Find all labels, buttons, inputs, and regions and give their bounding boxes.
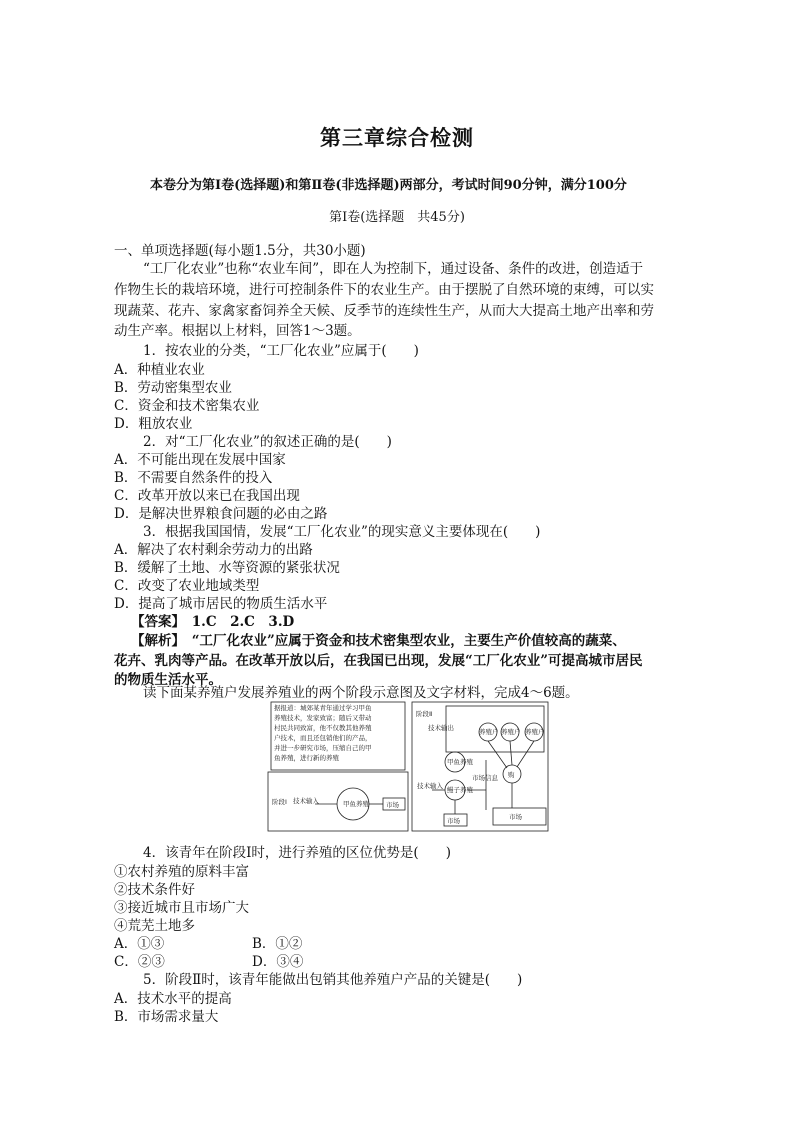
statement: ③接近城市且市场广大 [114,900,249,916]
exam-instructions: 本卷分为第Ⅰ卷(选择题)和第Ⅱ卷(非选择题)两部分，考试时间90分钟，满分100分 [150,178,627,193]
figure-intro: 读下面某养殖户发展养殖业的两个阶段示意图及文字材料，完成4～6题。 [143,685,579,701]
section-heading: 一、单项选择题(每小题1.5分，共30小题) [114,243,366,259]
option: C．资金和技术密集农业 [114,398,260,414]
farmer-label: 养殖户 [525,728,545,736]
tech-input-label: 技术输入 [417,782,443,790]
question-stem: 2．对“工厂化农业”的叙述正确的是( ) [143,434,392,450]
turtle-label: 甲鱼养殖 [343,800,369,808]
option: D．提高了城市居民的物质生活水平 [114,596,328,612]
farmer-label: 养殖户 [501,728,521,736]
answer-key: 【答案】 1.C 2.C 3.D [131,614,295,630]
stage2-frame [412,702,548,831]
option: C．②③ [114,954,165,970]
statement: ①农村养殖的原料丰富 [114,864,249,880]
note-line: 鱼养殖，进行新的养殖 [274,754,339,762]
material-line: 动生产率。根据以上材料，回答1～3题。 [114,323,361,339]
material-line: 作物生长的栽培环境，进行可控制条件下的农业生产。由于摆脱了自然环境的束缚，可以实 [114,282,654,298]
eel-label: 鳗子养殖 [447,786,473,794]
turtle-label: 甲鱼养殖 [447,758,473,766]
material-line: “工厂化农业”也称“农业车间”，即在人为控制下，通过设备、条件的改进，创造适于 [143,261,644,277]
question-stem: 5．阶段Ⅱ时，该青年能做出包销其他养殖户产品的关键是( ) [143,972,523,988]
statement: ④荒芜土地多 [114,918,195,934]
option: B．不需要自然条件的投入 [114,470,273,486]
option: C．改革开放以来已在我国出现 [114,488,300,504]
analysis-line: 的物质生活水平。 [114,672,222,688]
note-line: 户技术，而且还包销他们的产品， [274,734,372,742]
material-line: 现蔬菜、花卉、家禽家畜饲养全天候、反季节的连续性生产，从而大大提高土地产出率和劳 [114,303,654,319]
analysis-line: 花卉、乳肉等产品。在改革开放以后，在我国已出现，发展“工厂化农业”可提高城市居民 [114,653,643,669]
option: A．①③ [114,936,165,952]
market-info-label: 市场信息 [472,774,498,782]
market-label: 市场 [386,801,399,809]
question-stem: 4．该青年在阶段Ⅰ时，进行养殖的区位优势是( ) [143,845,451,861]
analysis-line: 【解析】 “工厂化农业”应属于资金和技术密集型农业，主要生产价值较高的蔬菜、 [131,633,626,649]
question-stem: 3．根据我国国情，发展“工厂化农业”的现实意义主要体现在( ) [143,524,541,540]
stage1-label: 阶段Ⅰ [272,798,287,806]
option: B．劳动密集型农业 [114,380,232,396]
option: A．不可能出现在发展中国家 [114,452,286,468]
note-line: 村民共同致富，他不仅教其他养殖 [274,724,372,732]
option: B．缓解了土地、水等资源的紧张状况 [114,560,340,576]
tech-output-label: 技术输出 [428,724,454,732]
farmer-label: 养殖户 [479,728,499,736]
note-line: 据报道：城郊某青年通过学习甲鱼 [274,704,372,712]
option: C．改变了农业地域类型 [114,578,260,594]
market-label: 市场 [447,817,460,825]
option: B．①② [252,936,303,952]
part-heading: 第Ⅰ卷(选择题 共45分) [329,210,465,225]
option: D．③④ [252,954,304,970]
option: D．粗放农业 [114,416,193,432]
stage2-label: 阶段Ⅱ [416,710,433,718]
statement: ②技术条件好 [114,882,195,898]
note-line: 养殖技术，发家致富；随后又带动 [274,714,372,722]
market-label: 市场 [509,813,522,821]
option: A．种植业农业 [114,362,205,378]
option: A．解决了农村剩余劳动力的出路 [114,542,313,558]
farming-stages-diagram [267,700,549,834]
page-title: 第三章综合检测 [320,125,474,150]
tech-input-label: 技术输入 [293,797,319,805]
buy-label: 购 [508,771,515,779]
option: D．是解决世界粮食问题的必由之路 [114,506,328,522]
option: A．技术水平的提高 [114,991,232,1007]
note-line: 并进一步研究市场，压缩自己的甲 [274,744,372,752]
option: B．市场需求量大 [114,1009,219,1025]
question-stem: 1．按农业的分类，“工厂化农业”应属于( ) [143,343,419,359]
